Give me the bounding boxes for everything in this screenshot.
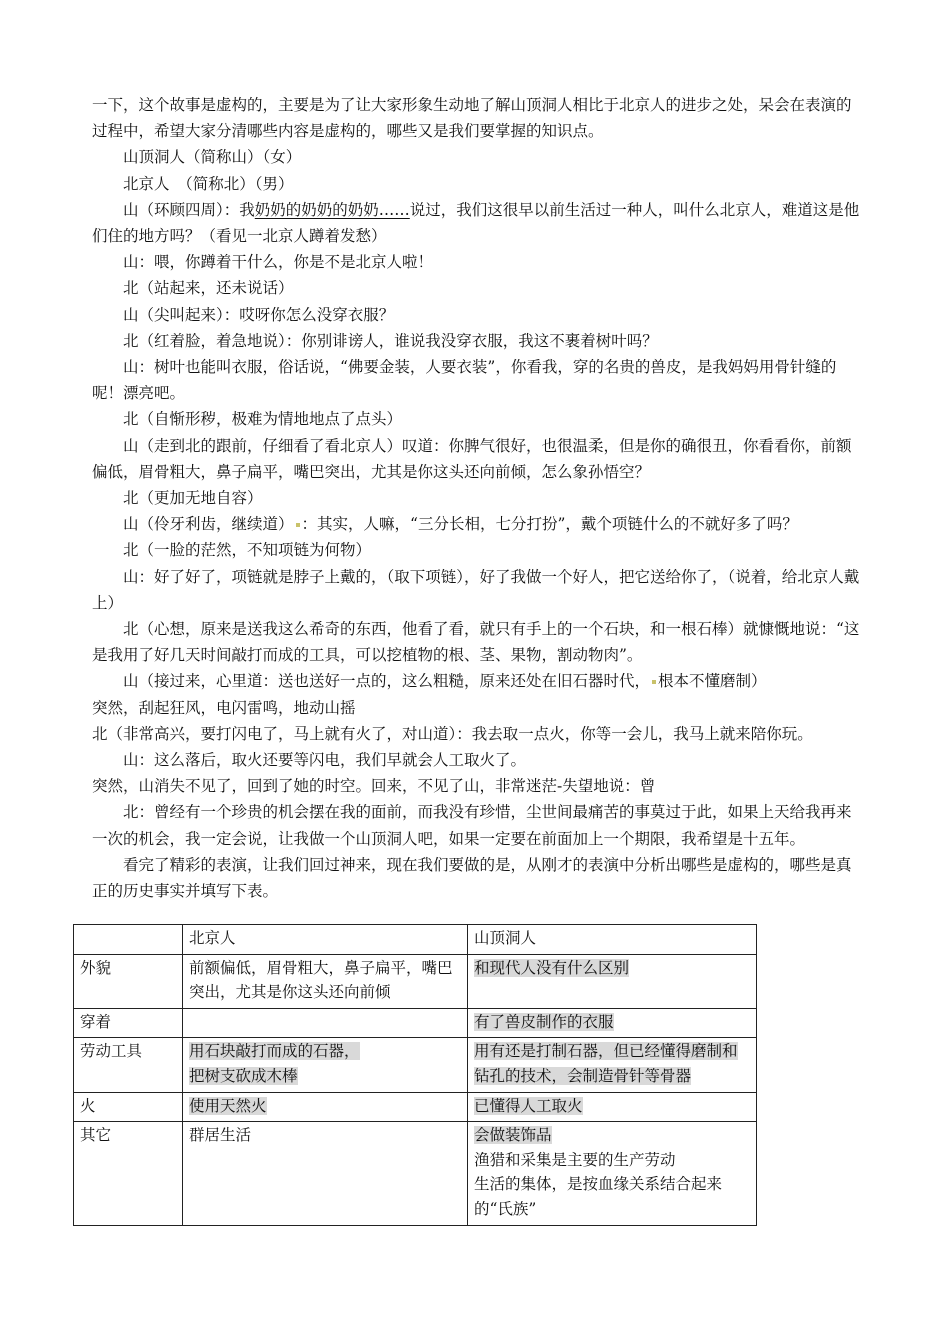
table-row xyxy=(74,1122,757,1225)
row-label: 其它 xyxy=(74,1122,183,1225)
paragraph: 北：曾经有一个珍贵的机会摆在我的面前，而我没有珍惜，尘世间最痛苦的事莫过于此，如果上天给我再来一次的机会，我一定会说，让我做一个山顶洞人吧，如果一定要在前面加上一个期限，我希望是十五年。 xyxy=(92,803,852,848)
paragraph: 山（走到北的跟前，仔细看了看北京人）叹道：你脾气很好，也很温柔，但是你的确很丑，你看看你，前额偏低，眉骨粗大，鼻子扁平，嘴巴突出，尤其是你这头还向前倾，怎么象孙悟空？ xyxy=(92,436,852,481)
paragraph xyxy=(92,511,864,537)
paragraph: 北（自惭形秽，极难为情地地点了点头） xyxy=(123,410,403,429)
paragraph: 山：好了好了，项链就是脖子上戴的，（取下项链），好了我做一个好人，把它送给你了，（说着，给北京人戴上） xyxy=(92,567,860,612)
shanding-cell xyxy=(468,1038,757,1092)
edit-mark xyxy=(296,523,300,527)
table-header-beijing: 北京人 xyxy=(183,925,468,955)
paragraph: 北（站起来，还未说话） xyxy=(123,279,294,298)
edit-mark xyxy=(652,680,656,684)
paragraph xyxy=(92,668,864,694)
beijing-cell xyxy=(183,954,468,1008)
table-header-shanding: 山顶洞人 xyxy=(468,925,757,955)
table-row xyxy=(74,1038,757,1092)
paragraph-text: 根本不懂磨制） xyxy=(658,672,767,691)
paragraph-text: 山（伶牙利齿，继续道） xyxy=(123,515,294,534)
cell-text: 群居生活 xyxy=(189,1126,252,1145)
paragraph: 北（红着脸，着急地说）：你别诽谤人，谁说我没穿衣服，我这不裹着树叶吗？ xyxy=(123,331,658,350)
paragraph: 看完了精彩的表演，让我们回过神来，现在我们要做的是，从刚才的表演中分析出哪些是虚构的，哪些是真正的历史事实并填写下表。 xyxy=(92,855,852,901)
cell-text: 有了兽皮制作的衣服 xyxy=(474,1012,614,1031)
beijing-cell xyxy=(183,1008,468,1038)
paragraph: 山：这么落后，取火还要等闪电，我们早就会人工取火了。 xyxy=(123,751,527,770)
cell-text: 使用天然火 xyxy=(189,1096,267,1115)
shanding-cell xyxy=(468,954,757,1008)
paragraph-text: 山（接过来，心里道：送也送好一点的，这么粗糙，原来还处在旧石器时代， xyxy=(123,672,651,691)
table-row xyxy=(74,1092,757,1122)
table-row xyxy=(74,954,757,1008)
paragraph: 山：树叶也能叫衣服，俗话说，“佛要金装，人要衣装”，你看我，穿的名贵的兽皮，是我妈妈用骨针缝的呢！漂亮吧。 xyxy=(92,358,837,403)
paragraph: 突然，刮起狂风，电闪雷鸣，地动山摇 xyxy=(92,698,356,717)
comparison-table-wrap xyxy=(73,924,757,1226)
paragraph: 山：喂，你蹲着干什么，你是不是北京人啦！ xyxy=(123,253,434,272)
row-label: 外貌 xyxy=(74,954,183,1008)
paragraph: 北（更加无地自容） xyxy=(123,489,263,508)
comparison-table xyxy=(73,924,757,1226)
cell-text: 前额偏低，眉骨粗大，鼻子扁平，嘴巴突出，尤其是你这头还向前倾 xyxy=(189,958,453,1002)
table-header-row xyxy=(74,925,757,955)
cell-text: 已懂得人工取火 xyxy=(474,1096,583,1115)
paragraph: 山（尖叫起来）：哎呀你怎么没穿衣服？ xyxy=(123,305,395,324)
underlined-text: 奶奶的奶奶的奶奶…… xyxy=(254,200,410,219)
paragraph: 北京人 （简称北）（男） xyxy=(123,174,294,193)
paragraph-text: 山（环顾四周）：我 xyxy=(123,200,255,219)
paragraph-text: ：其实，人嘛，“三分长相，七分打扮”，戴个项链什么的不就好多了吗？ xyxy=(301,515,798,534)
row-label: 劳动工具 xyxy=(74,1038,183,1092)
shanding-cell xyxy=(468,1122,757,1225)
table-header-empty xyxy=(74,925,183,955)
cell-text: 用有还是打制石器，但已经懂得磨制和钻孔的技术，会制造骨针等骨器 xyxy=(474,1042,738,1085)
paragraph: 一下，这个故事是虚构的，主要是为了让大家形象生动地了解山顶洞人相比于北京人的进步之处，呆会在表演的过程中，希望大家分清哪些内容是虚构的，哪些又是我们要掌握的知识点。 xyxy=(92,96,852,141)
cell-text: 会做装饰品 xyxy=(474,1126,552,1145)
row-label: 火 xyxy=(74,1092,183,1122)
cell-text: 生活的集体，是按血缘关系结合起来的“氏族” xyxy=(474,1175,723,1218)
paragraph xyxy=(92,197,864,249)
paragraph: 北（心想，原来是送我这么希奇的东西，他看了看，就只有手上的一个石块，和一根石棒）就慷慨地说：“这是我用了好几天时间敲打而成的工具，可以挖植物的根、茎、果物，割动物肉”。 xyxy=(92,620,860,665)
beijing-cell xyxy=(183,1092,468,1122)
cell-text: 和现代人没有什么区别 xyxy=(474,958,630,977)
cell-text: 用石块敲打而成的石器， xyxy=(189,1042,360,1061)
paragraph: 北（一脸的茫然，不知项链为何物） xyxy=(123,541,372,560)
shanding-cell xyxy=(468,1092,757,1122)
cell-text: 把树支砍成木棒 xyxy=(189,1066,298,1085)
paragraph-text: 说过，我们这很早以前生活过一种人，叫什么北京人，难道这是他们住的地方吗？（看见一北京人蹲着发愁） xyxy=(92,200,860,246)
shanding-cell xyxy=(468,1008,757,1038)
cell-text: 渔猎和采集是主要的生产劳动 xyxy=(474,1150,676,1169)
beijing-cell xyxy=(183,1122,468,1225)
paragraph: 突然，山消失不见了，回到了她的时空。回来，不见了山，非常迷茫-失望地说：曾 xyxy=(92,777,656,796)
paragraph: 北（非常高兴，要打闪电了，马上就有火了，对山道）：我去取一点火，你等一会儿，我马上就来陪你玩。 xyxy=(92,724,813,743)
row-label: 穿着 xyxy=(74,1008,183,1038)
paragraph: 山顶洞人（简称山）（女） xyxy=(123,148,302,167)
document-body xyxy=(92,92,864,904)
table-row xyxy=(74,1008,757,1038)
beijing-cell xyxy=(183,1038,468,1092)
